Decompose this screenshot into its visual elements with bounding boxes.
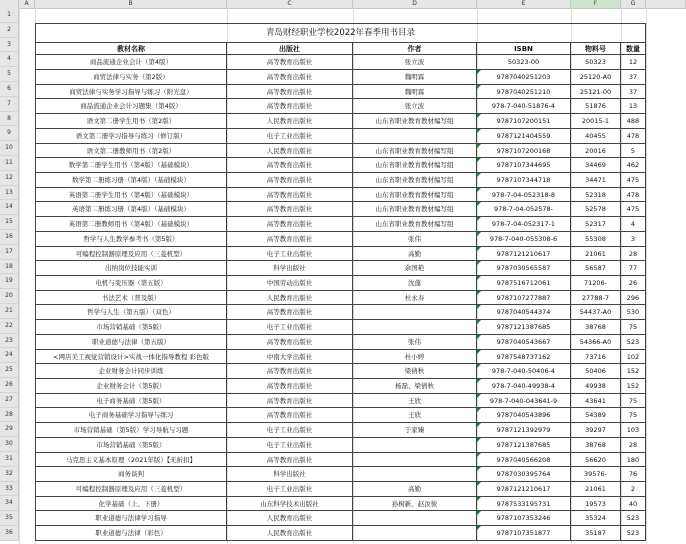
column-header-blank [646, 0, 686, 8]
cell-name[interactable]: 语文第二册教师用书（第2版） [35, 144, 227, 159]
row-header[interactable]: 19 [0, 274, 19, 289]
row-header[interactable]: 18 [0, 260, 19, 275]
number-as-text-flag-icon [477, 350, 481, 354]
cell-author[interactable]: 山东省职业教育教材编写组 [353, 217, 477, 232]
cell-name[interactable]: 哲学与人生（第五版）（双色） [35, 305, 227, 320]
column-header-b[interactable]: B [35, 0, 227, 8]
cell-qty[interactable]: 4 [621, 217, 646, 232]
number-as-text-flag-icon [477, 114, 481, 118]
cell-material-no[interactable]: 73716 [571, 350, 621, 365]
cell-material-no[interactable]: 55308 [571, 232, 621, 247]
cell-name[interactable]: 数学第二册学生用书（第4版）（基础模块） [35, 158, 227, 173]
cell-author[interactable]: 于家臻 [353, 423, 477, 438]
column-header-c[interactable]: C [227, 0, 353, 8]
cell-name[interactable]: 出纳岗位技能实训 [35, 261, 227, 276]
cell-material-no[interactable]: 35324 [571, 511, 621, 526]
number-as-text-flag-icon [477, 482, 481, 486]
cell-isbn[interactable]: 9787548737162 [477, 350, 571, 365]
cell-publisher[interactable]: 人民教育出版社 [227, 114, 353, 129]
cell-isbn[interactable]: 978-7-040-50406-4 [477, 364, 571, 379]
cell-name[interactable]: 化学基础（上、下册） [35, 497, 227, 512]
cell-publisher[interactable]: 电子工业出版社 [227, 247, 353, 262]
row-header[interactable]: 17 [0, 245, 19, 260]
cell-name[interactable]: <网店美工视觉营销设计>实战一体化指导教程 彩色版 [35, 350, 227, 365]
cell-isbn[interactable]: 978-7-04-052578- [477, 202, 571, 217]
cell-publisher[interactable]: 高等教育出版社 [227, 232, 353, 247]
number-as-text-flag-icon [477, 364, 481, 368]
cell-material-no[interactable]: 54437-A0 [571, 305, 621, 320]
number-as-text-flag-icon [477, 247, 481, 251]
cell-material-no[interactable]: 52578 [571, 202, 621, 217]
cell-name[interactable]: 马克思主义基本原理（2021年版）【无折扣】 [35, 453, 227, 468]
number-as-text-flag-icon [477, 202, 481, 206]
number-as-text-flag-icon [477, 408, 481, 412]
row-header[interactable]: 23 [0, 334, 19, 349]
cell-isbn[interactable]: 9787040251203 [477, 70, 571, 85]
cell-publisher[interactable]: 高等教育出版社 [227, 217, 353, 232]
number-as-text-flag-icon [477, 453, 481, 457]
cell-isbn[interactable]: 9787107353246 [477, 511, 571, 526]
cell-isbn[interactable]: 9787121392979 [477, 423, 571, 438]
cell-material-no[interactable]: 52318 [571, 188, 621, 203]
cell-isbn[interactable]: 9787040543667 [477, 335, 571, 350]
cell-material-no[interactable]: 34469 [571, 158, 621, 173]
number-as-text-flag-icon [477, 173, 481, 177]
cell-author[interactable]: 杜永寿 [353, 291, 477, 306]
row-header[interactable]: 12 [0, 171, 19, 186]
number-as-text-flag-icon [477, 379, 481, 383]
number-as-text-flag-icon [477, 70, 481, 74]
cell-author[interactable]: 张伟 [353, 335, 477, 350]
cell-material-no[interactable]: 35187 [571, 526, 621, 541]
cell-qty[interactable]: 478 [621, 188, 646, 203]
sheet-title[interactable]: 青岛财经职业学校2022年春季用书目录 [35, 23, 646, 43]
cell-material-no[interactable]: 56587 [571, 261, 621, 276]
cell-qty[interactable]: 475 [621, 202, 646, 217]
row-header[interactable]: 1 [0, 8, 19, 23]
cell-isbn[interactable]: 9787107200151 [477, 114, 571, 129]
cell-author[interactable]: 魏明霖 [353, 85, 477, 100]
cell-author[interactable]: 魏明霖 [353, 70, 477, 85]
cell-isbn[interactable]: 978-7-04-052317-1 [477, 217, 571, 232]
cell-author[interactable]: 梁倩秋 [353, 364, 477, 379]
column-header-row [0, 0, 686, 9]
number-as-text-flag-icon [477, 188, 481, 192]
cell-publisher[interactable]: 高等教育出版社 [227, 379, 353, 394]
cell-publisher[interactable]: 高等教育出版社 [227, 202, 353, 217]
cell-qty[interactable]: 523 [621, 335, 646, 350]
cell-publisher[interactable]: 电子工业出版社 [227, 482, 353, 497]
cell-material-no[interactable]: 52317 [571, 217, 621, 232]
cell-author[interactable]: 孙树新、赵汝彼 [353, 497, 477, 512]
cell-qty[interactable]: 478 [621, 129, 646, 144]
cell-material-no[interactable]: 20015-1 [571, 114, 621, 129]
cell-isbn[interactable]: 978-7-040-51876-4 [477, 99, 571, 114]
cell-publisher[interactable]: 人民教育出版社 [227, 511, 353, 526]
cell-qty[interactable]: 2 [621, 482, 646, 497]
cell-qty[interactable]: 75 [621, 320, 646, 335]
number-as-text-flag-icon [477, 276, 481, 280]
cell-qty[interactable]: 13 [621, 99, 646, 114]
row-header[interactable]: 28 [0, 408, 19, 423]
cell-name[interactable]: 数学第二册练习册（第4版）（基础模块） [35, 173, 227, 188]
cell-publisher[interactable]: 人民教育出版社 [227, 144, 353, 159]
cell-name[interactable]: 市场营销基础（第5版） [35, 438, 227, 453]
cell-isbn[interactable]: 9787121387685 [477, 320, 571, 335]
cell-name[interactable]: 书法艺术（普及版） [35, 291, 227, 306]
cell-isbn[interactable]: 978-7-04-052318-8 [477, 188, 571, 203]
cell-isbn[interactable]: 9787030565587 [477, 261, 571, 276]
cell-publisher[interactable]: 高等教育出版社 [227, 364, 353, 379]
cell-author[interactable] [353, 453, 477, 468]
cell-name[interactable]: 电子商务基础（第5版） [35, 394, 227, 409]
select-all-corner[interactable] [0, 0, 19, 8]
row-header[interactable]: 27 [0, 393, 19, 408]
cell-qty[interactable]: 296 [621, 291, 646, 306]
cell-name[interactable]: 英语第二册教师用书（第4版）（基础模块） [35, 217, 227, 232]
cell-qty[interactable]: 152 [621, 364, 646, 379]
cell-qty[interactable]: 488 [621, 114, 646, 129]
cell-name[interactable]: 职业道德与法律（第五版） [35, 335, 227, 350]
number-as-text-flag-icon [477, 467, 481, 471]
cell-publisher[interactable]: 高等教育出版社 [227, 408, 353, 423]
row-header[interactable]: 26 [0, 378, 19, 393]
cell-name[interactable]: 商务谈判 [35, 467, 227, 482]
number-as-text-flag-icon [477, 438, 481, 442]
cell-name[interactable]: 英语第二册学生用书（第4版）（基础模块） [35, 188, 227, 203]
row-header[interactable]: 5 [0, 67, 19, 82]
cell-publisher[interactable]: 电子工业出版社 [227, 438, 353, 453]
cell-name[interactable]: 可编程控制器原理及应用（三菱机型） [35, 247, 227, 262]
number-as-text-flag-icon [477, 423, 481, 427]
cell-material-no[interactable]: 38768 [571, 320, 621, 335]
cell-isbn[interactable]: 9787121210617 [477, 482, 571, 497]
number-as-text-flag-icon [477, 232, 481, 236]
cell-name[interactable]: 企业财务会计同步训练 [35, 364, 227, 379]
cell-author[interactable]: 王欣 [353, 394, 477, 409]
number-as-text-flag-icon [477, 144, 481, 148]
cell-name[interactable]: 商品流通企业会计（第4版） [35, 55, 227, 70]
row-header[interactable]: 29 [0, 422, 19, 437]
row-header[interactable]: 30 [0, 437, 19, 452]
cell-material-no[interactable]: 25121-00 [571, 85, 621, 100]
row-header[interactable]: 34 [0, 496, 19, 511]
cell-author[interactable]: 高勤 [353, 482, 477, 497]
cell-publisher[interactable]: 电子工业出版社 [227, 129, 353, 144]
cell-publisher[interactable]: 高等教育出版社 [227, 188, 353, 203]
cell-author[interactable] [353, 305, 477, 320]
cell-author[interactable]: 张立波 [353, 99, 477, 114]
cell-isbn[interactable]: 9787040543896 [477, 408, 571, 423]
cell-author[interactable]: 高勤 [353, 247, 477, 262]
cell-publisher[interactable]: 人民教育出版社 [227, 291, 353, 306]
cell-name[interactable]: 电子商务基础学习指导与练习 [35, 408, 227, 423]
cell-author[interactable] [353, 438, 477, 453]
row-header[interactable]: 36 [0, 526, 19, 541]
cell-qty[interactable]: 75 [621, 394, 646, 409]
number-as-text-flag-icon [477, 511, 481, 515]
cell-name[interactable]: 英语第二册练习册（第4版）（基础模块） [35, 202, 227, 217]
cell-qty[interactable]: 152 [621, 379, 646, 394]
cell-publisher[interactable]: 山东科学技术出版社 [227, 497, 353, 512]
row-header[interactable]: 25 [0, 363, 19, 378]
row-header[interactable]: 2 [0, 23, 19, 38]
cell-qty[interactable]: 530 [621, 305, 646, 320]
header-name[interactable]: 教材名称 [35, 43, 227, 56]
cell-material-no[interactable]: 50323 [571, 55, 621, 70]
cell-author[interactable]: 山东省职业教育教材编写组 [353, 202, 477, 217]
cell-name[interactable]: 语文第二册学习指导与练习（修订版） [35, 129, 227, 144]
cell-isbn[interactable]: 9787040566208 [477, 453, 571, 468]
cell-name[interactable]: 市场营销基础（第5版）学习导航与习题 [35, 423, 227, 438]
header-material-no[interactable]: 物料号 [571, 43, 621, 56]
column-header-a[interactable]: A [19, 0, 35, 8]
cell-isbn[interactable]: 9787040251210 [477, 85, 571, 100]
cell-name[interactable]: 市场营销基础（第5版） [35, 320, 227, 335]
row-header[interactable]: 31 [0, 452, 19, 467]
grid-line [646, 8, 647, 544]
cell-publisher[interactable]: 高等教育出版社 [227, 99, 353, 114]
number-as-text-flag-icon [477, 497, 481, 501]
cell-publisher[interactable]: 高等教育出版社 [227, 85, 353, 100]
header-publisher[interactable]: 出版社 [227, 43, 353, 56]
cell-author[interactable]: 杜小婷 [353, 350, 477, 365]
cell-material-no[interactable]: 21061 [571, 247, 621, 262]
cell-author[interactable]: 山东省职业教育教材编写组 [353, 188, 477, 203]
cell-material-no[interactable]: 39576- [571, 467, 621, 482]
cell-author[interactable]: 沈蓬 [353, 276, 477, 291]
cell-material-no[interactable]: 25120-A0 [571, 70, 621, 85]
cell-name[interactable]: 职业道德与法律学习指导 [35, 511, 227, 526]
cell-qty[interactable]: 180 [621, 453, 646, 468]
row-header[interactable]: 35 [0, 511, 19, 526]
row-header[interactable]: 11 [0, 156, 19, 171]
cell-isbn[interactable]: 9787533195731 [477, 497, 571, 512]
cell-qty[interactable]: 3 [621, 232, 646, 247]
cell-isbn[interactable]: 9787121404559 [477, 129, 571, 144]
cell-author[interactable]: 张伟 [353, 232, 477, 247]
cell-qty[interactable]: 103 [621, 423, 646, 438]
cell-author[interactable]: 余国艳 [353, 261, 477, 276]
cell-name[interactable]: 语文第二册学生用书（第2版） [35, 114, 227, 129]
grid-line [19, 8, 20, 544]
cell-author[interactable]: 山东省职业教育教材编写组 [353, 158, 477, 173]
row-header[interactable]: 15 [0, 215, 19, 230]
cell-author[interactable] [353, 129, 477, 144]
cell-publisher[interactable]: 高等教育出版社 [227, 158, 353, 173]
cell-qty[interactable]: 475 [621, 173, 646, 188]
cell-material-no[interactable]: 39297 [571, 423, 621, 438]
cell-material-no[interactable]: 27788-7 [571, 291, 621, 306]
cell-material-no[interactable]: 19573 [571, 497, 621, 512]
cell-isbn[interactable]: 9787107344718 [477, 173, 571, 188]
cell-isbn[interactable]: 9787107351877 [477, 526, 571, 541]
cell-publisher[interactable]: 科学出版社 [227, 261, 353, 276]
row-header[interactable]: 10 [0, 141, 19, 156]
cell-author[interactable]: 杨磊、梁倩秋 [353, 379, 477, 394]
cell-material-no[interactable]: 34471 [571, 173, 621, 188]
cell-qty[interactable]: 523 [621, 526, 646, 541]
cell-publisher[interactable]: 高等教育出版社 [227, 335, 353, 350]
cell-publisher[interactable]: 人民教育出版社 [227, 526, 353, 541]
cell-publisher[interactable]: 高等教育出版社 [227, 394, 353, 409]
row-header[interactable]: 20 [0, 289, 19, 304]
row-header[interactable]: 8 [0, 112, 19, 127]
row-header[interactable]: 14 [0, 200, 19, 215]
cell-publisher[interactable]: 电子工业出版社 [227, 423, 353, 438]
cell-name[interactable]: 商贸法律与实务学习指导与练习（附光盘） [35, 85, 227, 100]
cell-name[interactable]: 可编程控制器原理及应用（三菱机型） [35, 482, 227, 497]
cell-publisher[interactable]: 高等教育出版社 [227, 55, 353, 70]
cell-isbn[interactable]: 9787121210617 [477, 247, 571, 262]
cell-qty[interactable]: 523 [621, 511, 646, 526]
cell-author[interactable]: 王欣 [353, 408, 477, 423]
cell-author[interactable]: 山东省职业教育教材编写组 [353, 173, 477, 188]
cell-publisher[interactable]: 高等教育出版社 [227, 453, 353, 468]
cell-qty[interactable]: 102 [621, 350, 646, 365]
number-as-text-flag-icon [477, 526, 481, 530]
cell-material-no[interactable]: 71206- [571, 276, 621, 291]
cell-isbn[interactable]: 9787040544374 [477, 305, 571, 320]
column-header-g[interactable]: G [621, 0, 646, 8]
cell-publisher[interactable]: 中南大学出版社 [227, 350, 353, 365]
row-header[interactable]: 32 [0, 467, 19, 482]
cell-qty[interactable]: 12 [621, 55, 646, 70]
cell-name[interactable]: 电机与变压器（第五版） [35, 276, 227, 291]
row-header[interactable]: 3 [0, 38, 19, 53]
cell-isbn[interactable]: 50323-00 [477, 55, 571, 70]
header-qty[interactable]: 数量 [621, 43, 646, 56]
row-header[interactable]: 13 [0, 186, 19, 201]
cell-material-no[interactable]: 38768 [571, 438, 621, 453]
header-isbn[interactable]: ISBN [477, 43, 571, 56]
cell-author[interactable] [353, 467, 477, 482]
cell-qty[interactable]: 28 [621, 247, 646, 262]
header-author[interactable]: 作者 [353, 43, 477, 56]
cell-material-no[interactable]: 21061 [571, 482, 621, 497]
cell-isbn[interactable]: 9787107200168 [477, 144, 571, 159]
row-header[interactable]: 24 [0, 348, 19, 363]
number-as-text-flag-icon [477, 291, 481, 295]
cell-material-no[interactable]: 54389 [571, 408, 621, 423]
row-header[interactable]: 9 [0, 126, 19, 141]
cell-qty[interactable]: 40 [621, 497, 646, 512]
cell-name[interactable]: 企业财务会计（第5版） [35, 379, 227, 394]
cell-author[interactable] [353, 526, 477, 541]
number-as-text-flag-icon [477, 320, 481, 324]
cell-name[interactable]: 职业道德与法律（彩色） [35, 526, 227, 541]
number-as-text-flag-icon [477, 305, 481, 309]
cell-isbn[interactable]: 978-7-040-49938-4 [477, 379, 571, 394]
cell-isbn[interactable]: 978-7-040-043641-9 [477, 394, 571, 409]
cell-author[interactable] [353, 320, 477, 335]
row-header[interactable]: 16 [0, 230, 19, 245]
cell-material-no[interactable]: 56620 [571, 453, 621, 468]
cell-publisher[interactable]: 高等教育出版社 [227, 305, 353, 320]
cell-isbn[interactable]: 9787107344695 [477, 158, 571, 173]
number-as-text-flag-icon [477, 335, 481, 339]
cell-qty[interactable]: 26 [621, 276, 646, 291]
row-header[interactable]: 6 [0, 82, 19, 97]
cell-publisher[interactable]: 电子工业出版社 [227, 320, 353, 335]
cell-isbn[interactable]: 9787121387685 [477, 438, 571, 453]
number-as-text-flag-icon [477, 85, 481, 89]
cell-isbn[interactable]: 978-7-040-055308-6 [477, 232, 571, 247]
cell-name[interactable]: 哲学与人生教学参考书（第5版） [35, 232, 227, 247]
cell-author[interactable]: 张立波 [353, 55, 477, 70]
cell-publisher[interactable]: 高等教育出版社 [227, 70, 353, 85]
row-header[interactable]: 22 [0, 319, 19, 334]
row-header[interactable]: 21 [0, 304, 19, 319]
cell-isbn[interactable]: 9787107277887 [477, 291, 571, 306]
number-as-text-flag-icon [477, 261, 481, 265]
cell-publisher[interactable]: 科学出版社 [227, 467, 353, 482]
cell-publisher[interactable]: 高等教育出版社 [227, 173, 353, 188]
number-as-text-flag-icon [477, 394, 481, 398]
cell-name[interactable]: 商贸法律与实务（第2版） [35, 70, 227, 85]
cell-qty[interactable]: 75 [621, 408, 646, 423]
cell-material-no[interactable]: 50406 [571, 364, 621, 379]
number-as-text-flag-icon [477, 158, 481, 162]
column-header-e[interactable]: E [477, 0, 571, 8]
cell-material-no[interactable]: 43641 [571, 394, 621, 409]
cell-material-no[interactable]: 20016 [571, 144, 621, 159]
cell-isbn[interactable]: 9787030395764 [477, 467, 571, 482]
cell-material-no[interactable]: 49938 [571, 379, 621, 394]
cell-material-no[interactable]: 54366-A0 [571, 335, 621, 350]
cell-qty[interactable]: 462 [621, 158, 646, 173]
cell-qty[interactable]: 37 [621, 70, 646, 85]
row-header[interactable]: 33 [0, 482, 19, 497]
cell-author[interactable] [353, 511, 477, 526]
number-as-text-flag-icon [477, 129, 481, 133]
number-as-text-flag-icon [477, 217, 481, 221]
column-header-d[interactable]: D [353, 0, 477, 8]
cell-qty[interactable]: 77 [621, 261, 646, 276]
cell-publisher[interactable]: 中国劳动出版社 [227, 276, 353, 291]
cell-qty[interactable]: 76 [621, 467, 646, 482]
cell-material-no[interactable]: 51876 [571, 99, 621, 114]
cell-author[interactable]: 山东省职业教育教材编写组 [353, 144, 477, 159]
cell-isbn[interactable]: 9787516712061 [477, 276, 571, 291]
cell-author[interactable]: 山东省职业教育教材编写组 [353, 114, 477, 129]
row-header[interactable]: 4 [0, 52, 19, 67]
row-header[interactable]: 7 [0, 97, 19, 112]
column-header-f[interactable]: F [571, 0, 621, 8]
cell-name[interactable]: 商品流通企业会计习题集（第4版） [35, 99, 227, 114]
cell-qty[interactable]: 5 [621, 144, 646, 159]
cell-qty[interactable]: 28 [621, 438, 646, 453]
cell-material-no[interactable]: 40455 [571, 129, 621, 144]
cell-qty[interactable]: 37 [621, 85, 646, 100]
